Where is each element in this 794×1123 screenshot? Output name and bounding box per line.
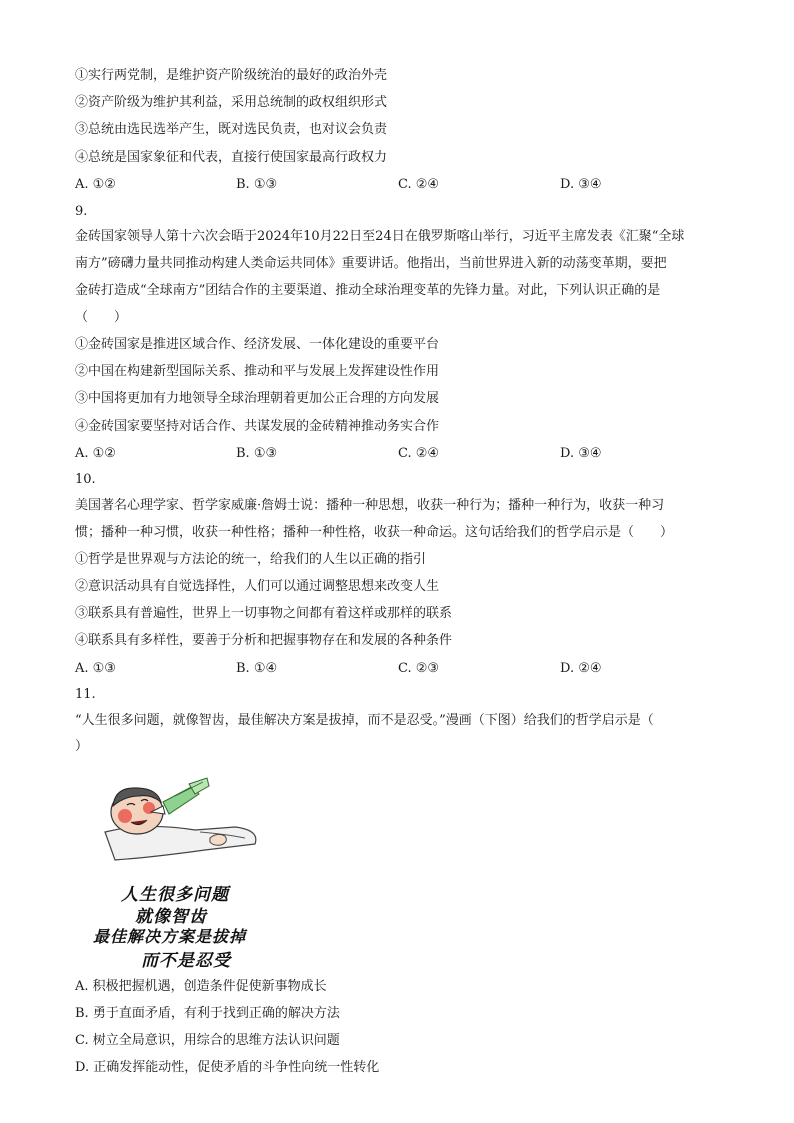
- cartoon-caption-line-1: 人生很多问题: [121, 885, 229, 905]
- q10-option-c[interactable]: C. ②③: [398, 661, 440, 676]
- cartoon-caption-line-3: 最佳解决方案是拔掉: [93, 927, 247, 946]
- cartoon-caption-line-4: 而不是忍受: [141, 951, 231, 971]
- q8-statement-3: ③总统由选民选举产生，既对选民负责，也对议会负责: [75, 122, 388, 137]
- cartoon-caption-line-2: 就像智齿: [135, 907, 207, 927]
- q8-statement-2: ②资产阶级为维护其利益，采用总统制的政权组织形式: [75, 95, 388, 110]
- q10-option-b[interactable]: B. ①④: [236, 661, 278, 676]
- q8-statement-1: ①实行两党制，是维护资产阶级统治的最好的政治外壳: [75, 68, 388, 83]
- q9-statement-2: ②中国在构建新型国际关系、推动和平与发展上发挥建设性作用: [75, 364, 440, 379]
- q8-option-a[interactable]: A. ①②: [75, 177, 116, 192]
- q10-option-d[interactable]: D. ②④: [560, 661, 602, 676]
- q11-option-b[interactable]: B. 勇于直面矛盾，有利于找到正确的解决方法: [75, 1006, 340, 1021]
- q10-statement-1: ①哲学是世界观与方法论的统一，给我们的人生以正确的指引: [75, 552, 427, 567]
- q11-stem-line-2: ）: [75, 739, 89, 754]
- q9-option-d[interactable]: D. ③④: [560, 446, 602, 461]
- cartoon-drawing: [85, 772, 285, 872]
- q9-stem-line-3: 金砖打造成“全球南方”团结合作的主要渠道、推动全球治理变革的先锋力量。对此，下列认识正确的是: [75, 283, 661, 298]
- q10-stem-line-2: 惯；播种一种习惯，收获一种性格；播种一种性格，收获一种命运。这句话给我们的哲学启示是（ ）: [75, 525, 674, 540]
- q10-number: 10.: [75, 472, 96, 487]
- q11-option-c[interactable]: C. 树立全局意识，用综合的思维方法认识问题: [75, 1033, 340, 1048]
- q9-stem-line-1: 金砖国家领导人第十六次会晤于2024年10月22日至24日在俄罗斯喀山举行，习近平主席发表《汇聚“全球: [75, 229, 685, 244]
- q10-stem-line-1: 美国著名心理学家、哲学家威廉·詹姆士说：播种一种思想，收获一种行为；播种一种行为，收获一种习: [75, 498, 665, 513]
- q9-stem-line-2: 南方”磅礴力量共同推动构建人类命运共同体》重要讲话。他指出，当前世界进入新的动荡变革期，要把: [75, 256, 667, 271]
- q8-option-d[interactable]: D. ③④: [560, 177, 602, 192]
- q8-option-c[interactable]: C. ②④: [398, 177, 440, 192]
- q9-statement-4: ④金砖国家要坚持对话合作、共谋发展的金砖精神推动务实合作: [75, 419, 440, 434]
- q9-statement-1: ①金砖国家是推进区域合作、经济发展、一体化建设的重要平台: [75, 337, 440, 352]
- q8-option-b[interactable]: B. ①③: [236, 177, 278, 192]
- q9-statement-3: ③中国将更加有力地领导全球治理朝着更加公正合理的方向发展: [75, 391, 440, 406]
- q9-number: 9.: [75, 204, 88, 219]
- q9-stem-line-4: （ ）: [75, 310, 128, 325]
- q9-option-a[interactable]: A. ①②: [75, 446, 116, 461]
- q10-statement-2: ②意识活动具有自觉选择性，人们可以通过调整思想来改变人生: [75, 579, 440, 594]
- q10-statement-3: ③联系具有普遍性，世界上一切事物之间都有着这样或那样的联系: [75, 606, 453, 621]
- q11-option-d[interactable]: D. 正确发挥能动性，促使矛盾的斗争性向统一性转化: [75, 1060, 380, 1075]
- q9-option-b[interactable]: B. ①③: [236, 446, 278, 461]
- q8-statement-4: ④总统是国家象征和代表，直接行使国家最高行政权力: [75, 150, 388, 165]
- q10-statement-4: ④联系具有多样性，要善于分析和把握事物存在和发展的各种条件: [75, 633, 453, 648]
- q11-option-a[interactable]: A. 积极把握机遇，创造条件促使新事物成长: [75, 979, 327, 994]
- q9-option-c[interactable]: C. ②④: [398, 446, 440, 461]
- wisdom-tooth-cartoon: [85, 772, 285, 971]
- q10-option-a[interactable]: A. ①③: [75, 661, 116, 676]
- q11-number: 11.: [75, 687, 96, 702]
- q11-stem-line-1: “人生很多问题，就像智齿，最佳解决方案是拔掉，而不是忍受。”漫画（下图）给我们的哲学启示是（: [75, 713, 654, 728]
